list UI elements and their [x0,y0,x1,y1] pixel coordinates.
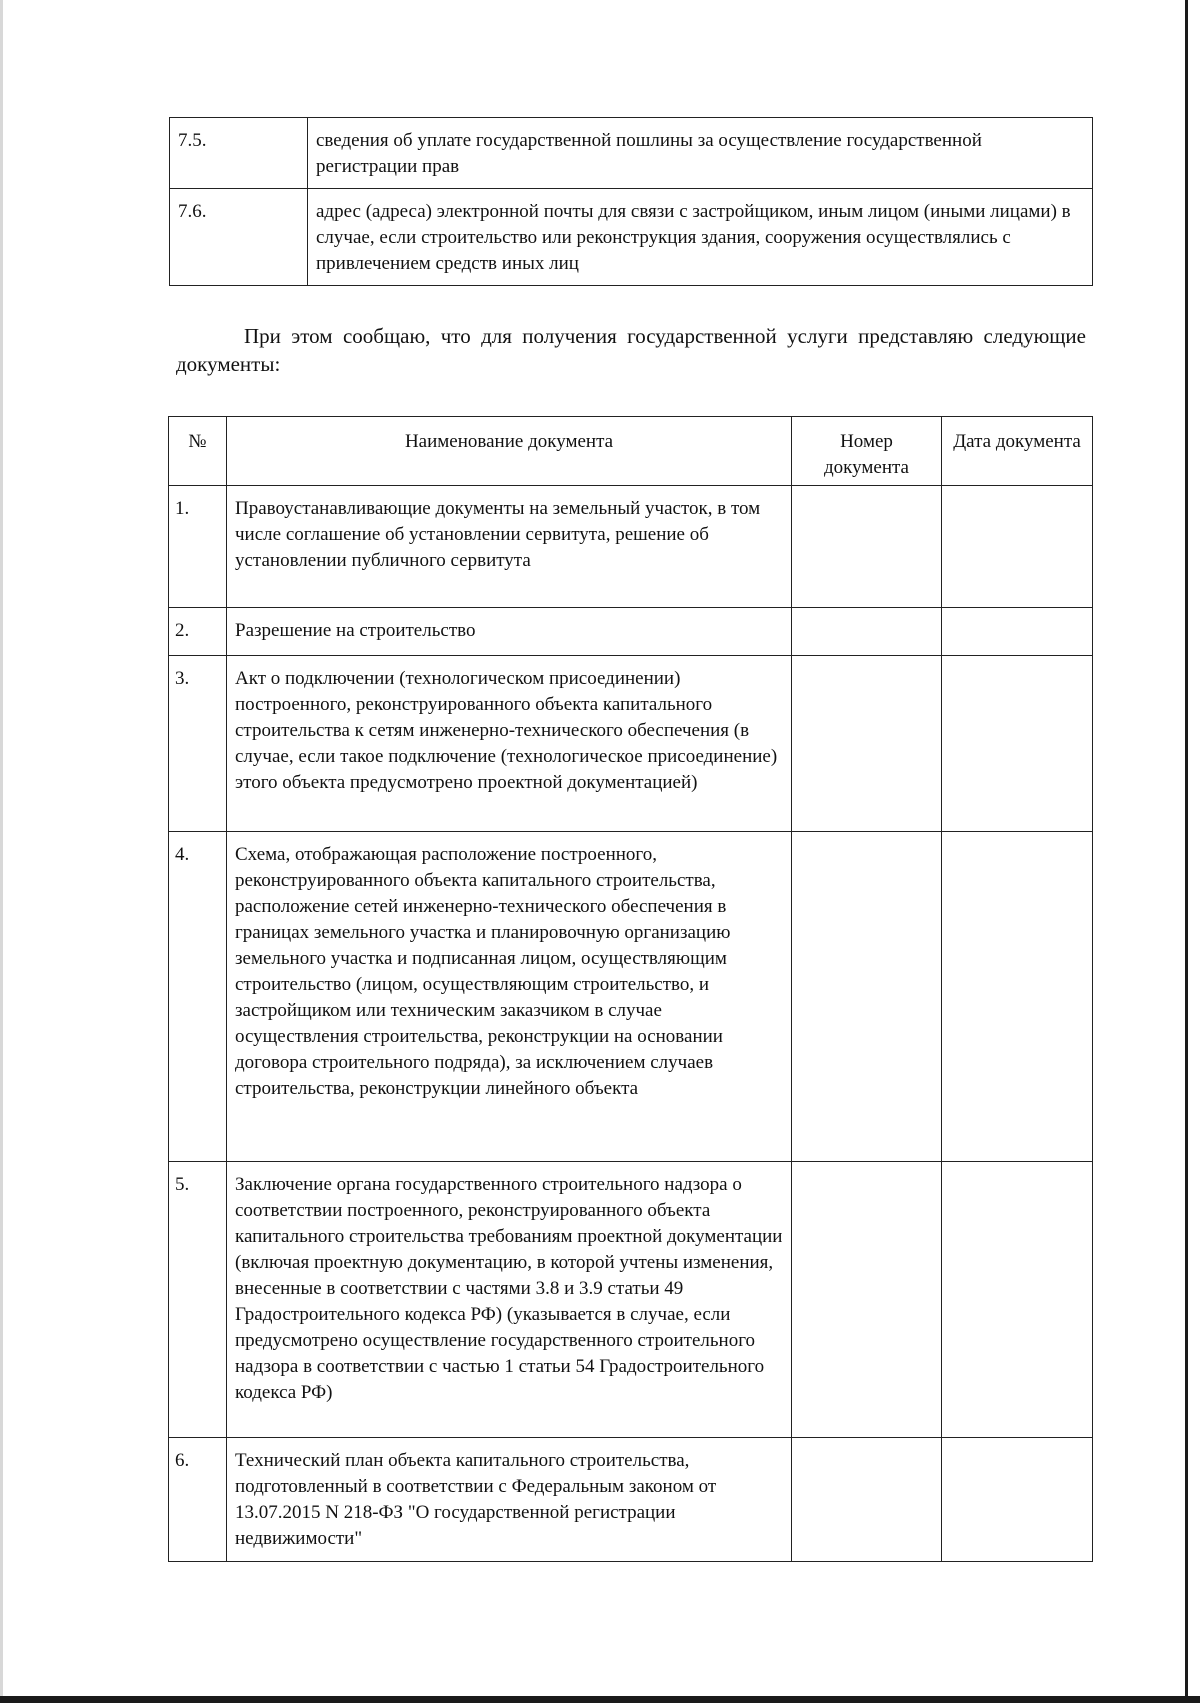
table-row [169,1438,1093,1562]
header-document-number: Номер документа [792,417,942,486]
row-document-date [942,1438,1093,1562]
row-document-name: Правоустанавливающие документы на земельный участок, в том числе соглашение об установлении сервитута, решение об установлении публичного сервитута [227,486,792,608]
scan-edge-left [0,0,3,1703]
header-number-sign: № [169,417,227,486]
row-document-date [942,608,1093,656]
row-document-name: Акт о подключении (технологическом присоединении) построенного, реконструированного объекта капитального строительства к сетям инженерно-технического обеспечения (в случае, если такое подключение (технологическое присоединение) этого объекта предусмотрено проектной документацией) [227,656,792,832]
item-number: 7.6. [170,189,308,286]
scan-edge-bottom [0,1696,1200,1703]
row-document-name: Схема, отображающая расположение построенного, реконструированного объекта капитального строительства, расположение сетей инженерно-технического обеспечения в границах земельного участка и планировочную организацию земельного участка и подписанная лицом, осуществляющим строительство (лицом, осуществляющим строительство, и застройщиком или техническим заказчиком в случае осуществления строительства, реконструкции на основании договора строительного подряда), за исключением случаев строительства, реконструкции линейного объекта [227,832,792,1162]
table-header-row [169,417,1093,486]
table-row [169,832,1093,1162]
row-number: 3. [169,656,227,832]
row-document-name: Разрешение на строительство [227,608,792,656]
table-row [169,486,1093,608]
row-number: 5. [169,1162,227,1438]
table-row [170,189,1093,286]
table-row [169,608,1093,656]
row-document-date [942,1162,1093,1438]
row-document-date [942,656,1093,832]
row-number: 2. [169,608,227,656]
row-document-number [792,608,942,656]
table-row [169,1162,1093,1438]
item-number: 7.5. [170,118,308,189]
header-document-name: Наименование документа [227,417,792,486]
row-number: 6. [169,1438,227,1562]
item-text: адрес (адреса) электронной почты для связи с застройщиком, иным лицом (иными лицами) в случае, если строительство или реконструкция здания, сооружения осуществлялись с привлечением средств иных лиц [308,189,1093,286]
scan-edge-right [1185,0,1188,1703]
row-document-number [792,1438,942,1562]
row-document-number [792,486,942,608]
header-document-date: Дата документа [942,417,1093,486]
row-document-name: Технический план объекта капитального строительства, подготовленный в соответствии с Федеральным законом от 13.07.2015 N 218-ФЗ "О государственной регистрации недвижимости" [227,1438,792,1562]
row-document-number [792,1162,942,1438]
documents-table [168,416,1093,1562]
intro-paragraph: При этом сообщаю, что для получения государственной услуги представляю следующие документы: [176,324,1086,376]
row-number: 1. [169,486,227,608]
row-document-date [942,486,1093,608]
row-number: 4. [169,832,227,1162]
row-document-number [792,832,942,1162]
item-text: сведения об уплате государственной пошлины за осуществление государственной регистрации прав [308,118,1093,189]
table-row [170,118,1093,189]
row-document-number [792,656,942,832]
row-document-name: Заключение органа государственного строительного надзора о соответствии построенного, реконструированного объекта капитального строительства требованиям проектной документации (включая проектную документацию, в которой учтены изменения, внесенные в соответствии с частями 3.8 и 3.9 статьи 49 Градостроительного кодекса РФ) (указывается в случае, если предусмотрено осуществление государственного строительного надзора в соответствии с частью 1 статьи 54 Градостроительного кодекса РФ) [227,1162,792,1438]
items-table [169,117,1093,286]
table-row [169,656,1093,832]
row-document-date [942,832,1093,1162]
